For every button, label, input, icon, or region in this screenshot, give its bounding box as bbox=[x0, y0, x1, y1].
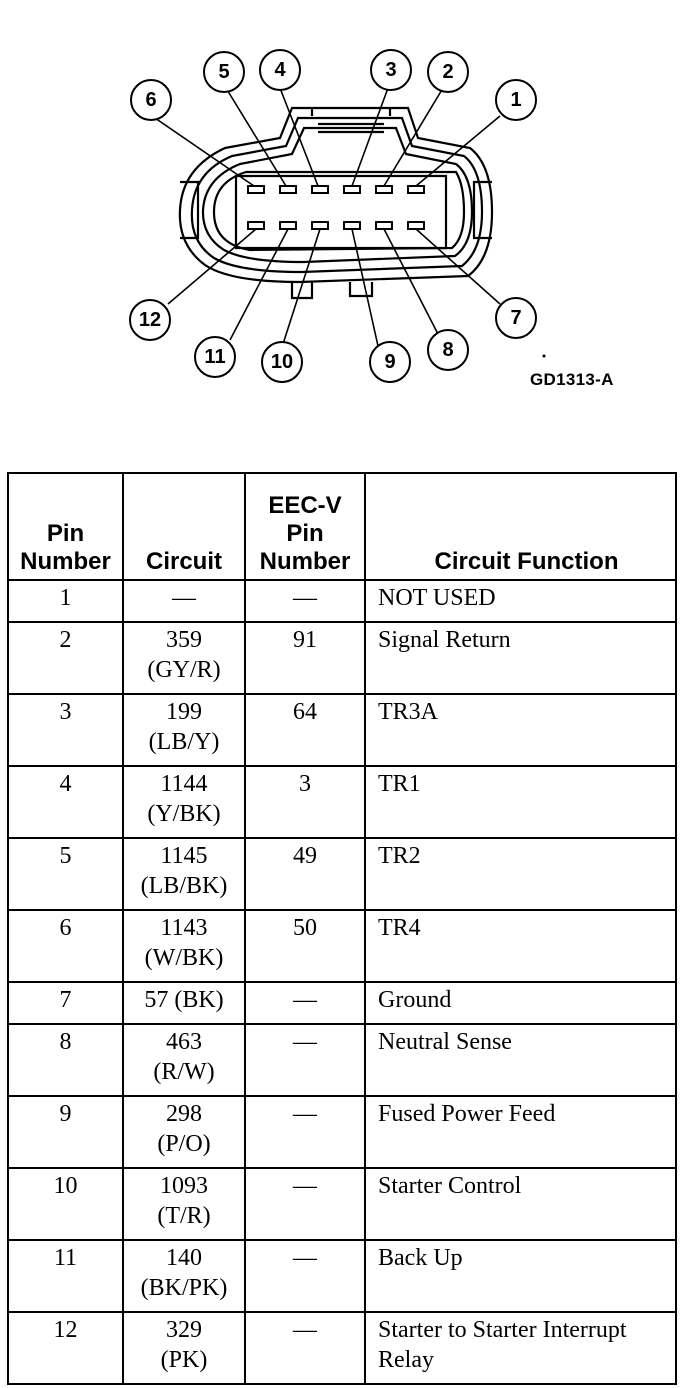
table-row bbox=[8, 580, 676, 622]
cell-pin: 6 bbox=[8, 910, 123, 982]
cell-function: TR2 bbox=[365, 838, 676, 910]
cell-circuit: — bbox=[123, 580, 245, 622]
cell-circuit: 1093 (T/R) bbox=[123, 1168, 245, 1240]
cell-eec: — bbox=[245, 982, 365, 1024]
cell-pin: 1 bbox=[8, 580, 123, 622]
callout-label-9: 9 bbox=[384, 351, 396, 373]
cell-function: TR4 bbox=[365, 910, 676, 982]
callout-label-7: 7 bbox=[510, 307, 522, 329]
figure-code: GD1313-A bbox=[530, 370, 614, 389]
cell-pin: 12 bbox=[8, 1312, 123, 1384]
cell-circuit: 57 (BK) bbox=[123, 982, 245, 1024]
cell-pin: 11 bbox=[8, 1240, 123, 1312]
table-row bbox=[8, 1024, 676, 1096]
cell-circuit: 359 (GY/R) bbox=[123, 622, 245, 694]
cell-function: Back Up bbox=[365, 1240, 676, 1312]
cell-circuit: 1144 (Y/BK) bbox=[123, 766, 245, 838]
cell-pin: 3 bbox=[8, 694, 123, 766]
cell-circuit: 463 (R/W) bbox=[123, 1024, 245, 1096]
cell-eec: 64 bbox=[245, 694, 365, 766]
table-row bbox=[8, 694, 676, 766]
table-row bbox=[8, 766, 676, 838]
cell-pin: 4 bbox=[8, 766, 123, 838]
cell-pin: 8 bbox=[8, 1024, 123, 1096]
table-row bbox=[8, 1096, 676, 1168]
pinout-table bbox=[7, 472, 677, 1385]
callout-label-1: 1 bbox=[510, 89, 522, 111]
cell-circuit: 1143 (W/BK) bbox=[123, 910, 245, 982]
cell-eec: 50 bbox=[245, 910, 365, 982]
cell-eec: — bbox=[245, 1024, 365, 1096]
callout-label-4: 4 bbox=[274, 59, 286, 81]
table-row bbox=[8, 1168, 676, 1240]
header-circuit-function: Circuit Function bbox=[365, 473, 676, 580]
table-header-row bbox=[8, 473, 676, 580]
cell-pin: 7 bbox=[8, 982, 123, 1024]
table-row bbox=[8, 622, 676, 694]
table-row bbox=[8, 1240, 676, 1312]
cell-function: Starter to Starter Interrupt Relay bbox=[365, 1312, 676, 1384]
connector-diagram bbox=[0, 0, 688, 420]
cell-eec: — bbox=[245, 1312, 365, 1384]
cell-function: Neutral Sense bbox=[365, 1024, 676, 1096]
cell-eec: — bbox=[245, 1096, 365, 1168]
callout-label-2: 2 bbox=[442, 61, 454, 83]
header-circuit: Circuit bbox=[123, 473, 245, 580]
callout-label-11: 11 bbox=[204, 346, 226, 368]
cell-eec: — bbox=[245, 580, 365, 622]
cell-circuit: 298 (P/O) bbox=[123, 1096, 245, 1168]
callout-label-12: 12 bbox=[138, 309, 162, 331]
table-row bbox=[8, 910, 676, 982]
cell-pin: 10 bbox=[8, 1168, 123, 1240]
table-row bbox=[8, 1312, 676, 1384]
callout-label-6: 6 bbox=[145, 89, 157, 111]
callout-label-5: 5 bbox=[218, 61, 230, 83]
cell-function: Fused Power Feed bbox=[365, 1096, 676, 1168]
callout-label-3: 3 bbox=[385, 59, 397, 81]
header-eec-pin-number: EEC-V Pin Number bbox=[245, 473, 365, 580]
cell-circuit: 329 (PK) bbox=[123, 1312, 245, 1384]
dot-mark bbox=[543, 355, 546, 358]
cell-function: TR3A bbox=[365, 694, 676, 766]
cell-function: Signal Return bbox=[365, 622, 676, 694]
cell-eec: 3 bbox=[245, 766, 365, 838]
cell-eec: — bbox=[245, 1240, 365, 1312]
cell-function: Starter Control bbox=[365, 1168, 676, 1240]
cell-function: TR1 bbox=[365, 766, 676, 838]
cell-pin: 9 bbox=[8, 1096, 123, 1168]
cell-function: Ground bbox=[365, 982, 676, 1024]
cell-circuit: 199 (LB/Y) bbox=[123, 694, 245, 766]
cell-eec: 91 bbox=[245, 622, 365, 694]
header-pin-number: Pin Number bbox=[8, 473, 123, 580]
callout-label-10: 10 bbox=[270, 351, 294, 373]
cell-eec: — bbox=[245, 1168, 365, 1240]
table-row bbox=[8, 838, 676, 910]
cell-pin: 5 bbox=[8, 838, 123, 910]
cell-eec: 49 bbox=[245, 838, 365, 910]
cell-circuit: 140 (BK/PK) bbox=[123, 1240, 245, 1312]
table-row bbox=[8, 982, 676, 1024]
callout-label-8: 8 bbox=[442, 339, 454, 361]
cell-function: NOT USED bbox=[365, 580, 676, 622]
cell-pin: 2 bbox=[8, 622, 123, 694]
cell-circuit: 1145 (LB/BK) bbox=[123, 838, 245, 910]
